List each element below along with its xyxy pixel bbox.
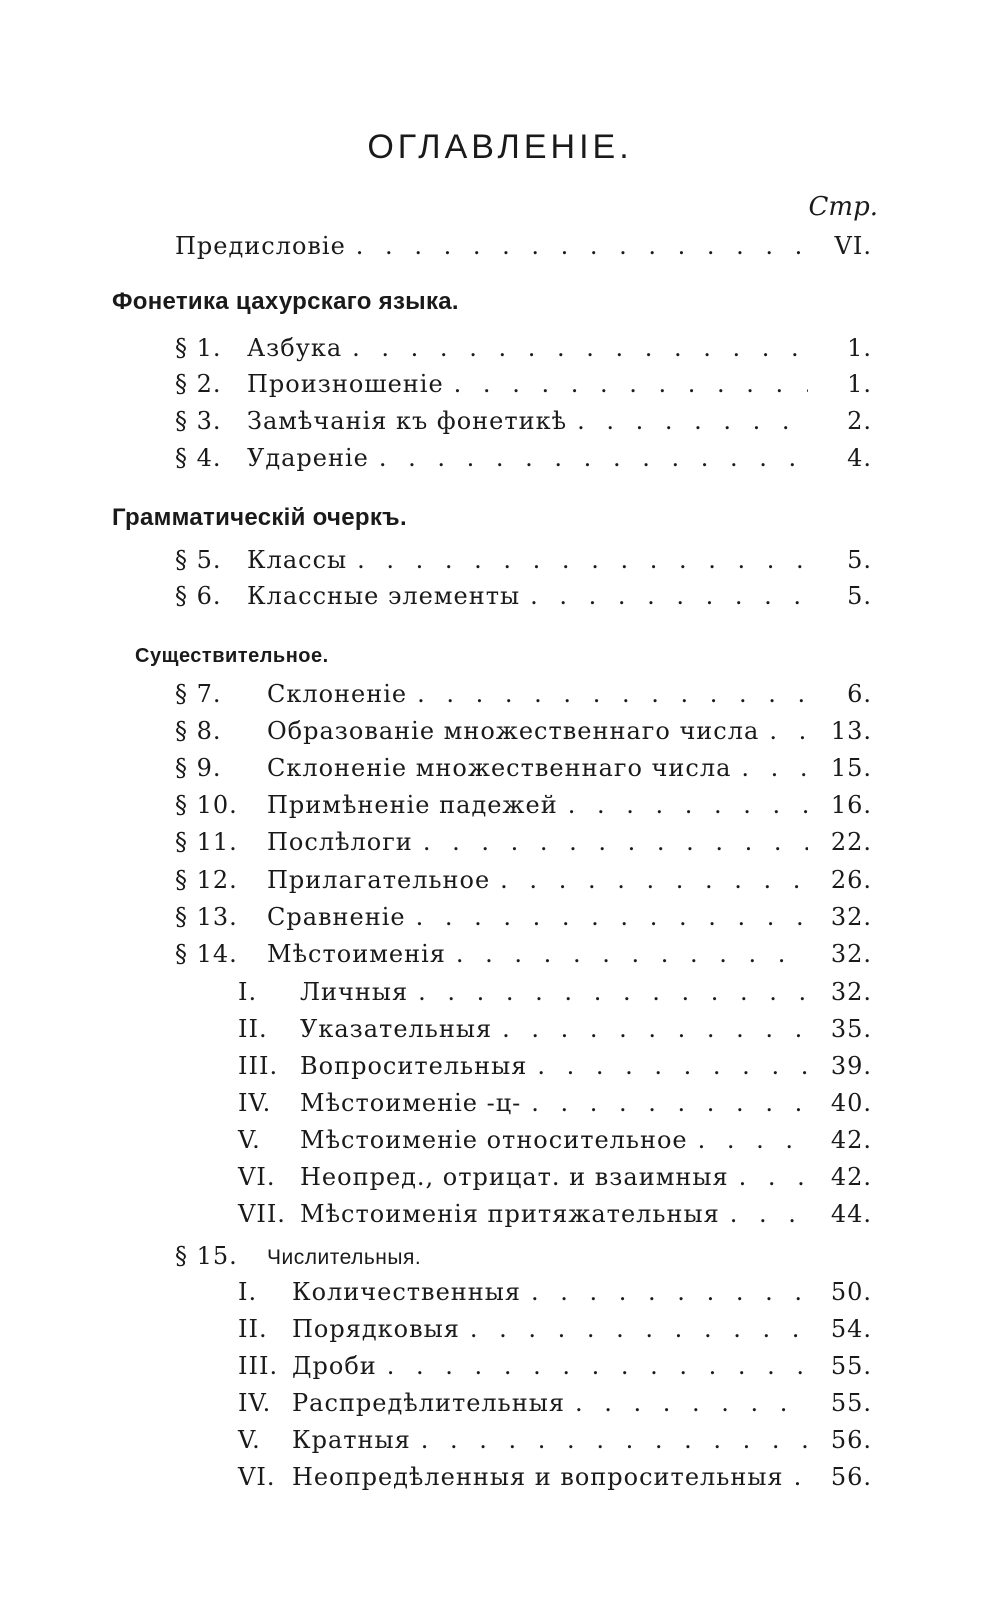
page-column-label: Стр. bbox=[808, 192, 878, 222]
toc-entry-number: § 4. bbox=[175, 444, 222, 472]
leader-dots bbox=[568, 791, 808, 819]
toc-entry-number: § 7. bbox=[175, 680, 222, 708]
toc-page-number: 39. bbox=[830, 1052, 872, 1080]
toc-row[interactable] bbox=[0, 334, 1000, 366]
leader-dots bbox=[357, 546, 808, 574]
leader-dots bbox=[531, 1278, 808, 1306]
toc-entry-text: Произношеніе bbox=[247, 370, 444, 398]
leader-dots bbox=[418, 978, 808, 1006]
toc-row[interactable] bbox=[0, 582, 1000, 614]
toc-row[interactable] bbox=[0, 791, 1000, 823]
toc-page-number: 40. bbox=[830, 1089, 872, 1117]
leader-dots bbox=[739, 1163, 808, 1191]
toc-entry-number: VII. bbox=[238, 1200, 286, 1228]
leader-dots bbox=[741, 754, 808, 782]
toc-row[interactable] bbox=[0, 407, 1000, 439]
toc-page-number: 4. bbox=[847, 444, 872, 472]
toc-entry-text: Мѣстоименія притяжательныя bbox=[300, 1200, 720, 1228]
toc-entry-number: III. bbox=[238, 1052, 279, 1080]
toc-entry-text: Замѣчанія къ фонетикѣ bbox=[247, 407, 568, 435]
toc-entry-number: V. bbox=[238, 1126, 261, 1154]
toc-entry-number: III. bbox=[238, 1352, 279, 1380]
toc-page-number: 44. bbox=[830, 1200, 872, 1228]
toc-entry-number: IV. bbox=[238, 1089, 272, 1117]
leader-dots bbox=[575, 1389, 808, 1417]
leader-dots bbox=[730, 1200, 808, 1228]
toc-page-number: 2. bbox=[847, 407, 872, 435]
toc-entry-text: Неопредѣленныя и вопросительныя bbox=[292, 1463, 784, 1491]
toc-entry-number: § 10. bbox=[175, 791, 238, 819]
leader-dots bbox=[352, 334, 808, 362]
leader-dots bbox=[769, 717, 808, 745]
leader-dots bbox=[356, 232, 808, 260]
toc-row[interactable] bbox=[0, 903, 1000, 935]
toc-row[interactable] bbox=[0, 866, 1000, 898]
toc-page-number: VI. bbox=[834, 232, 872, 260]
toc-entry-text: Количественныя bbox=[292, 1278, 522, 1306]
leader-dots bbox=[379, 444, 808, 472]
toc-entry-number: I. bbox=[238, 978, 258, 1006]
toc-page-number: 56. bbox=[830, 1426, 872, 1454]
toc-entry-number: § 11. bbox=[175, 828, 238, 856]
toc-page-number: 54. bbox=[830, 1315, 872, 1343]
toc-entry-number: § 6. bbox=[175, 582, 222, 610]
toc-page-number: 32. bbox=[830, 978, 872, 1006]
toc-row[interactable] bbox=[0, 1389, 1000, 1421]
toc-row-numerals[interactable] bbox=[0, 1242, 1000, 1274]
leader-dots bbox=[502, 1015, 808, 1043]
toc-row[interactable] bbox=[0, 444, 1000, 476]
toc-row[interactable] bbox=[0, 978, 1000, 1010]
leader-dots bbox=[456, 940, 808, 968]
toc-row[interactable] bbox=[0, 1200, 1000, 1232]
toc-entry-number: § 1. bbox=[175, 334, 222, 362]
toc-entry-text: Сравненіе bbox=[267, 903, 406, 931]
toc-entry-number: § 9. bbox=[175, 754, 222, 782]
toc-entry-text: Образованіе множественнаго числа bbox=[267, 717, 760, 745]
leader-dots bbox=[537, 1052, 808, 1080]
leader-dots bbox=[530, 582, 808, 610]
leader-dots bbox=[531, 1089, 808, 1117]
toc-entry-number: § 14. bbox=[175, 940, 238, 968]
toc-entry-text: Классы bbox=[247, 546, 348, 574]
toc-row[interactable] bbox=[0, 754, 1000, 786]
toc-row[interactable] bbox=[0, 717, 1000, 749]
toc-entry-text: Классные элементы bbox=[247, 582, 521, 610]
toc-page-number: 1. bbox=[847, 370, 872, 398]
toc-row[interactable] bbox=[0, 1015, 1000, 1047]
toc-entry-number: § 3. bbox=[175, 407, 222, 435]
toc-page-number: 26. bbox=[830, 866, 872, 894]
toc-page-number: 55. bbox=[830, 1352, 872, 1380]
toc-entry-text: Порядковыя bbox=[292, 1315, 460, 1343]
toc-entry-text: Послѣлоги bbox=[267, 828, 413, 856]
toc-row[interactable] bbox=[0, 828, 1000, 860]
leader-dots bbox=[794, 1463, 808, 1491]
toc-page-number: 16. bbox=[830, 791, 872, 819]
toc-page-number: 22. bbox=[830, 828, 872, 856]
toc-row[interactable] bbox=[0, 1126, 1000, 1158]
toc-entry-text: Личныя bbox=[300, 978, 409, 1006]
toc-page-number: 42. bbox=[830, 1126, 872, 1154]
leader-dots bbox=[470, 1315, 808, 1343]
toc-entry-number: IV. bbox=[238, 1389, 272, 1417]
toc-entry-number: VI. bbox=[238, 1163, 276, 1191]
toc-entry-number: § 2. bbox=[175, 370, 222, 398]
leader-dots bbox=[417, 680, 808, 708]
toc-entry-number: § 15. bbox=[175, 1242, 238, 1270]
toc-page-number: 42. bbox=[830, 1163, 872, 1191]
leader-dots bbox=[500, 866, 808, 894]
toc-entry-number: I. bbox=[238, 1278, 258, 1306]
leader-dots bbox=[387, 1352, 808, 1380]
leader-dots bbox=[423, 828, 808, 856]
toc-row-preface[interactable] bbox=[0, 232, 1000, 264]
toc-page-number: 32. bbox=[830, 940, 872, 968]
toc-entry-text: Вопросительныя bbox=[300, 1052, 528, 1080]
toc-entry-text: Удареніе bbox=[247, 444, 369, 472]
toc-entry-number: II. bbox=[238, 1315, 268, 1343]
toc-entry-text: Склоненіе множественнаго числа bbox=[267, 754, 732, 782]
toc-page-number: 50. bbox=[830, 1278, 872, 1306]
toc-entry-text: Мѣстоименіе -ц- bbox=[300, 1089, 522, 1117]
toc-row[interactable] bbox=[0, 1052, 1000, 1084]
toc-row[interactable] bbox=[0, 680, 1000, 712]
leader-dots bbox=[577, 407, 808, 435]
toc-row[interactable] bbox=[0, 1089, 1000, 1121]
toc-entry-number: § 5. bbox=[175, 546, 222, 574]
toc-row[interactable] bbox=[0, 1315, 1000, 1347]
toc-entry-text: Прилагательное bbox=[267, 866, 491, 894]
page-title: ОГЛАВЛЕНІЕ. bbox=[367, 128, 633, 166]
leader-dots bbox=[454, 370, 808, 398]
toc-page-number: 5. bbox=[847, 546, 872, 574]
toc-entry-text: Указательныя bbox=[300, 1015, 493, 1043]
toc-entry-text: Склоненіе bbox=[267, 680, 408, 708]
toc-entry-number: V. bbox=[238, 1426, 261, 1454]
leader-dots bbox=[416, 903, 808, 931]
leader-dots bbox=[698, 1126, 808, 1154]
toc-row[interactable] bbox=[0, 1278, 1000, 1310]
toc-entry-text: Неопред., отрицат. и взаимныя bbox=[300, 1163, 729, 1191]
toc-page-number: 6. bbox=[847, 680, 872, 708]
toc-entry-number: § 8. bbox=[175, 717, 222, 745]
toc-row[interactable] bbox=[0, 1463, 1000, 1495]
subsection-heading-nouns: Существительное. bbox=[135, 645, 329, 667]
toc-page-number: 32. bbox=[830, 903, 872, 931]
toc-entry-text: Распредѣлительныя bbox=[292, 1389, 565, 1417]
section-heading-grammar: Грамматическій очеркъ. bbox=[112, 504, 407, 531]
toc-page-number: 15. bbox=[830, 754, 872, 782]
toc-entry-text: Дроби bbox=[292, 1352, 377, 1380]
toc-entry-text: Азбука bbox=[247, 334, 343, 362]
toc-page-number: 13. bbox=[830, 717, 872, 745]
toc-row[interactable] bbox=[0, 370, 1000, 402]
toc-page-number: 56. bbox=[830, 1463, 872, 1491]
toc-entry-heading: Числительныя. bbox=[267, 1246, 422, 1269]
toc-entry-text: Кратныя bbox=[292, 1426, 411, 1454]
toc-row[interactable] bbox=[0, 1352, 1000, 1384]
toc-entry-number: II. bbox=[238, 1015, 268, 1043]
toc-entry-text: Примѣненіе падежей bbox=[267, 791, 558, 819]
toc-row[interactable] bbox=[0, 546, 1000, 578]
toc-row[interactable] bbox=[0, 1426, 1000, 1458]
toc-page-number: 5. bbox=[847, 582, 872, 610]
toc-entry-number: § 13. bbox=[175, 903, 238, 931]
toc-entry-number: VI. bbox=[238, 1463, 276, 1491]
toc-entry-number: § 12. bbox=[175, 866, 238, 894]
toc-row[interactable] bbox=[0, 1163, 1000, 1195]
toc-entry-text: Мѣстоименіе относительное bbox=[300, 1126, 688, 1154]
toc-page-number: 55. bbox=[830, 1389, 872, 1417]
leader-dots bbox=[421, 1426, 808, 1454]
section-heading-phonetics: Фонетика цахурскаго языка. bbox=[112, 288, 459, 315]
toc-entry-text: Предисловіе bbox=[175, 232, 346, 260]
toc-entry-text: Мѣстоименія bbox=[267, 940, 446, 968]
toc-page-number: 35. bbox=[830, 1015, 872, 1043]
toc-page-number: 1. bbox=[847, 334, 872, 362]
toc-row[interactable] bbox=[0, 940, 1000, 972]
